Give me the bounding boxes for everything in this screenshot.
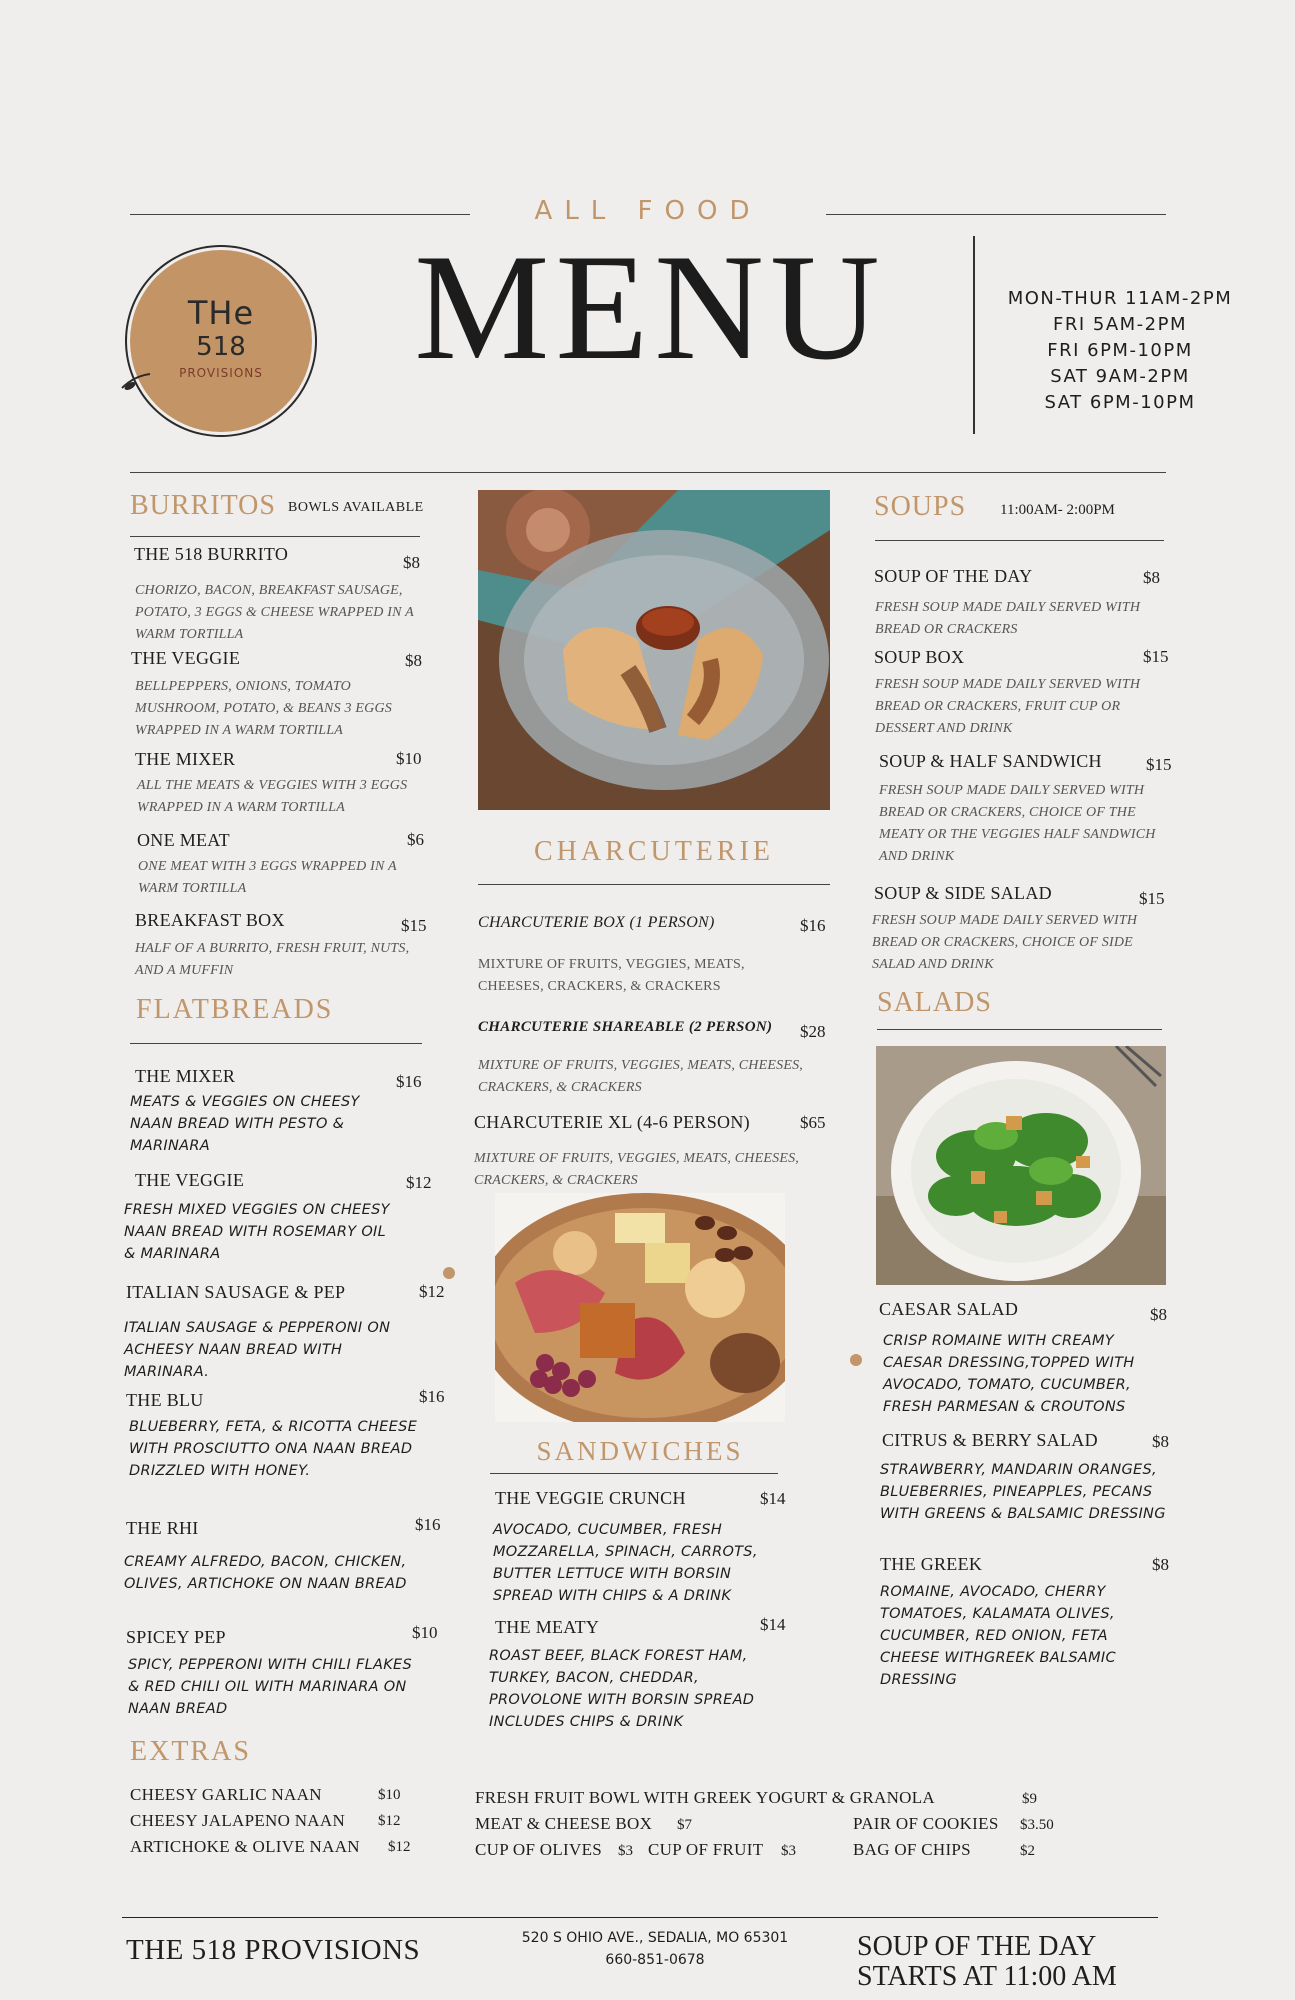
- leaf-icon: [120, 370, 156, 394]
- header-bottom-rule: [130, 472, 1166, 473]
- menu-item-price: $8: [1152, 1432, 1169, 1451]
- soups-rule: [875, 540, 1164, 541]
- footer-address: 520 S OHIO AVE., SEDALIA, MO 65301: [521, 1930, 789, 1946]
- menu-item-name: BREAKFAST BOX: [135, 910, 285, 930]
- header-divider: [973, 236, 975, 434]
- menu-item-name: ITALIAN SAUSAGE & PEP: [126, 1282, 346, 1302]
- hours-line: SAT 9AM-2PM: [1050, 366, 1190, 387]
- menu-item-desc: FRESH SOUP MADE DAILY SERVED WITH BREAD OR CRACKERS: [875, 600, 1141, 637]
- menu-item-desc: FRESH SOUP MADE DAILY SERVED WITH BREAD OR CRACKERS, FRUIT CUP OR DESSERT AND DRINK: [875, 677, 1141, 736]
- hours-line: FRI 6PM-10PM: [1047, 340, 1193, 361]
- extra-item-price: $10: [378, 1787, 401, 1803]
- salad-photo: [876, 1046, 1166, 1285]
- extra-item-name: CHEESY JALAPENO NAAN: [130, 1811, 346, 1830]
- menu-item-price: $14: [760, 1615, 786, 1634]
- menu-item-desc: ALL THE MEATS & VEGGIES WITH 3 EGGS WRAPPED IN A WARM TORTILLA: [137, 778, 408, 815]
- flatbreads-rule: [130, 1043, 422, 1044]
- menu-item-name: CHARCUTERIE BOX (1 PERSON): [478, 914, 715, 931]
- menu-item-price: $15: [1146, 755, 1172, 774]
- menu-item-name: SOUP & HALF SANDWICH: [879, 751, 1102, 771]
- sandwiches-rule: [490, 1473, 778, 1474]
- menu-item-price: $8: [1150, 1305, 1167, 1324]
- menu-item-desc: ITALIAN SAUSAGE & PEPPERONI ON ACHEESY NAAN BREAD WITH MARINARA.: [124, 1320, 391, 1380]
- menu-item-name: CHARCUTERIE SHAREABLE (2 PERSON): [478, 1019, 773, 1035]
- hours-line: SAT 6PM-10PM: [1044, 392, 1196, 413]
- footer-name: THE 518 PROVISIONS: [126, 1934, 421, 1966]
- footer-soup-line2: STARTS AT 11:00 AM: [857, 1961, 1117, 1992]
- menu-item-name: THE VEGGIE: [131, 648, 241, 668]
- menu-item-price: $16: [415, 1515, 441, 1534]
- extra-item-price: $2: [1020, 1843, 1035, 1859]
- menu-item-desc: SPICY, PEPPERONI WITH CHILI FLAKES & RED CHILI OIL WITH MARINARA ON NAAN BREAD: [128, 1657, 412, 1717]
- menu-item-desc: STRAWBERRY, MANDARIN ORANGES, BLUEBERRIES, PINEAPPLES, PECANS WITH GREENS & BALSAMIC DRESSING: [880, 1462, 1166, 1522]
- menu-item-desc: CHORIZO, BACON, BREAKFAST SAUSAGE, POTATO, 3 EGGS & CHEESE WRAPPED IN A WARM TORTILLA: [135, 583, 414, 642]
- menu-item-price: $14: [760, 1489, 786, 1508]
- soups-note: 11:00AM- 2:00PM: [1000, 502, 1115, 518]
- extra-item-price: $7: [677, 1817, 692, 1833]
- extras-title: EXTRAS: [130, 1736, 251, 1767]
- extra-item-name: CUP OF OLIVES: [475, 1840, 603, 1859]
- extra-item-price: $3.50: [1020, 1817, 1054, 1833]
- menu-item-name: SOUP BOX: [874, 647, 965, 667]
- menu-item-desc: BELLPEPPERS, ONIONS, TOMATO MUSHROOM, POTATO, & BEANS 3 EGGS WRAPPED IN A WARM TORTILLA: [135, 679, 392, 738]
- menu-item-price: $10: [396, 749, 422, 768]
- logo-line1: THe: [187, 294, 255, 332]
- menu-item-price: $16: [800, 916, 826, 935]
- menu-item-desc: CREAMY ALFREDO, BACON, CHICKEN, OLIVES, ARTICHOKE ON NAAN BREAD: [124, 1554, 407, 1592]
- hours-line: MON-THUR 11AM-2PM: [1007, 288, 1233, 309]
- footer-rule: [122, 1917, 1158, 1918]
- extra-item-price: $3: [781, 1843, 796, 1859]
- logo-line2: 518: [196, 332, 246, 362]
- menu-item-desc: HALF OF A BURRITO, FRESH FRUIT, NUTS, AND A MUFFIN: [135, 941, 410, 978]
- burritos-rule: [130, 536, 420, 537]
- extra-item-name: MEAT & CHEESE BOX: [475, 1814, 653, 1833]
- menu-item-price: $16: [419, 1387, 445, 1406]
- menu-item-desc: MIXTURE OF FRUITS, VEGGIES, MEATS, CHEESES, CRACKERS, & CRACKERS: [478, 957, 745, 994]
- header-kicker: ALL FOOD: [534, 196, 762, 226]
- header-rule-left: [130, 214, 470, 215]
- menu-item-price: $6: [407, 830, 424, 849]
- menu-item-name: CAESAR SALAD: [879, 1299, 1019, 1319]
- menu-item-price: $12: [406, 1173, 432, 1192]
- menu-item-name: THE VEGGIE: [135, 1170, 245, 1190]
- decorative-dot: [443, 1267, 455, 1279]
- footer-phone: 660-851-0678: [605, 1952, 705, 1968]
- extra-item-price: $9: [1022, 1791, 1037, 1807]
- menu-item-name: THE MEATY: [495, 1617, 600, 1637]
- menu-item-name: THE GREEK: [880, 1554, 983, 1574]
- menu-item-name: THE BLU: [126, 1390, 204, 1410]
- menu-item-price: $8: [405, 651, 422, 670]
- charcuterie-rule: [478, 884, 830, 885]
- page-title: MENU: [414, 223, 886, 391]
- extra-item-name: CHEESY GARLIC NAAN: [130, 1785, 322, 1804]
- menu-item-name: CHARCUTERIE XL (4-6 PERSON): [474, 1112, 750, 1132]
- burrito-photo-art: [478, 490, 830, 810]
- salad-photo-art: [876, 1046, 1166, 1285]
- menu-item-name: SPICEY PEP: [126, 1627, 226, 1647]
- menu-item-name: THE 518 BURRITO: [134, 544, 289, 564]
- menu-item-desc: MEATS & VEGGIES ON CHEESY NAAN BREAD WITH PESTO & MARINARA: [130, 1094, 360, 1154]
- logo-line3: PROVISIONS: [179, 366, 263, 380]
- burritos-title: BURRITOS: [130, 490, 276, 521]
- header-rule-right: [826, 214, 1166, 215]
- extra-item-price: $3: [618, 1843, 633, 1859]
- extra-item-name: PAIR OF COOKIES: [853, 1814, 999, 1833]
- sandwiches-title: SANDWICHES: [536, 1436, 744, 1466]
- charcuterie-photo: [495, 1193, 785, 1422]
- extra-item-price: $12: [378, 1813, 401, 1829]
- menu-item-name: ONE MEAT: [137, 830, 230, 850]
- menu-item-desc: CRISP ROMAINE WITH CREAMY CAESAR DRESSING,TOPPED WITH AVOCADO, TOMATO, CUCUMBER, FRESH PARMESAN & CROUTONS: [883, 1333, 1135, 1415]
- menu-item-price: $8: [403, 553, 420, 572]
- charcuterie-photo-art: [495, 1193, 785, 1422]
- menu-item-price: $12: [419, 1282, 445, 1301]
- soups-title: SOUPS: [874, 491, 967, 522]
- menu-item-desc: FRESH SOUP MADE DAILY SERVED WITH BREAD OR CRACKERS, CHOICE OF THE MEATY OR THE VEGGIES HALF SANDWICH AND DRINK: [879, 783, 1156, 864]
- menu-item-price: $15: [401, 916, 427, 935]
- menu-item-desc: BLUEBERRY, FETA, & RICOTTA CHEESE WITH PROSCIUTTO ONA NAAN BREAD DRIZZLED WITH HONEY.: [129, 1419, 418, 1479]
- menu-item-price: $8: [1152, 1555, 1169, 1574]
- salads-title: SALADS: [877, 987, 992, 1018]
- menu-item-desc: FRESH SOUP MADE DAILY SERVED WITH BREAD OR CRACKERS, CHOICE OF SIDE SALAD AND DRINK: [872, 913, 1138, 972]
- burritos-note: BOWLS AVAILABLE: [288, 500, 424, 515]
- menu-item-desc: AVOCADO, CUCUMBER, FRESH MOZZARELLA, SPINACH, CARROTS, BUTTER LETTUCE WITH BORSIN SPREAD WITH CHIPS & A DRINK: [493, 1522, 758, 1604]
- flatbreads-title: FLATBREADS: [136, 994, 334, 1025]
- menu-item-desc: MIXTURE OF FRUITS, VEGGIES, MEATS, CHEESES, CRACKERS, & CRACKERS: [478, 1058, 803, 1095]
- footer-soup-line1: SOUP OF THE DAY: [857, 1931, 1097, 1962]
- menu-item-name: SOUP & SIDE SALAD: [874, 883, 1052, 903]
- menu-item-name: THE MIXER: [135, 749, 236, 769]
- menu-item-desc: MIXTURE OF FRUITS, VEGGIES, MEATS, CHEESES, CRACKERS, & CRACKERS: [474, 1151, 799, 1188]
- menu-item-name: THE MIXER: [135, 1066, 236, 1086]
- decorative-dot: [850, 1354, 862, 1366]
- menu-item-desc: FRESH MIXED VEGGIES ON CHEESY NAAN BREAD WITH ROSEMARY OIL & MARINARA: [124, 1202, 390, 1262]
- menu-item-price: $10: [412, 1623, 438, 1642]
- extra-item-name: ARTICHOKE & OLIVE NAAN: [130, 1837, 360, 1856]
- menu-item-price: $65: [800, 1113, 826, 1132]
- burrito-photo: [478, 490, 830, 810]
- menu-item-price: $15: [1143, 647, 1169, 666]
- menu-item-desc: ROAST BEEF, BLACK FOREST HAM, TURKEY, BACON, CHEDDAR, PROVOLONE WITH BORSIN SPREAD INCLUDES CHIPS & DRINK: [489, 1648, 755, 1730]
- extra-item-name: CUP OF FRUIT: [648, 1840, 764, 1859]
- menu-item-name: CITRUS & BERRY SALAD: [882, 1430, 1098, 1450]
- menu-item-name: SOUP OF THE DAY: [874, 566, 1033, 586]
- extra-item-name: FRESH FRUIT BOWL WITH GREEK YOGURT & GRANOLA: [475, 1788, 936, 1807]
- menu-item-name: THE RHI: [126, 1518, 199, 1538]
- menu-item-price: $28: [800, 1022, 826, 1041]
- logo: [130, 250, 312, 432]
- hours: [990, 286, 1250, 416]
- menu-item-name: THE VEGGIE CRUNCH: [495, 1488, 686, 1508]
- extra-item-price: $12: [388, 1839, 411, 1855]
- menu-item-price: $8: [1143, 568, 1160, 587]
- menu-item-price: $16: [396, 1072, 422, 1091]
- menu-item-price: $15: [1139, 889, 1165, 908]
- extra-item-name: BAG OF CHIPS: [853, 1840, 971, 1859]
- salads-rule: [877, 1029, 1162, 1030]
- menu-item-desc: ROMAINE, AVOCADO, CHERRY TOMATOES, KALAMATA OLIVES, CUCUMBER, RED ONION, FETA CHEESE WITHGREEK BALSAMIC DRESSING: [880, 1584, 1116, 1688]
- charcuterie-title: CHARCUTERIE: [534, 836, 774, 867]
- hours-line: FRI 5AM-2PM: [1052, 314, 1188, 335]
- menu-item-desc: ONE MEAT WITH 3 EGGS WRAPPED IN A WARM TORTILLA: [138, 859, 397, 896]
